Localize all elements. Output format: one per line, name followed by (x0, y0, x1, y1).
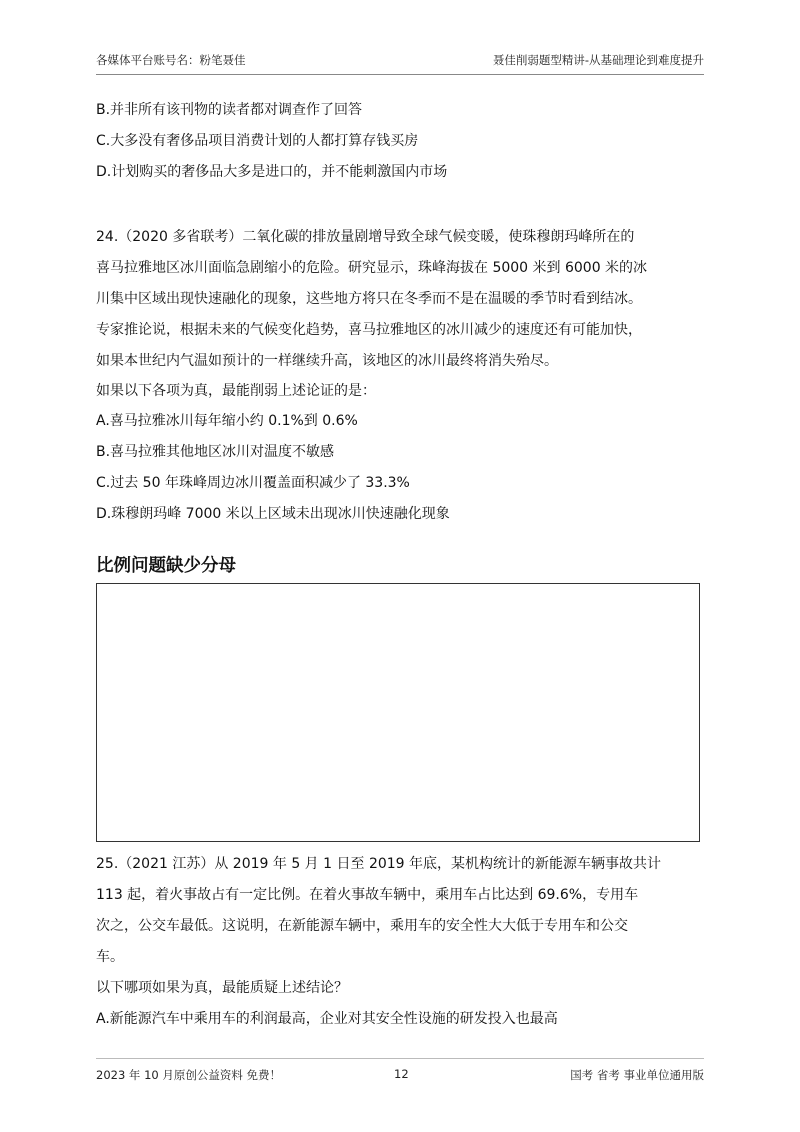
question-25-stem-line: 次之，公交车最低。这说明，在新能源车辆中，乘用车的安全性大大低于专用车和公交 (96, 918, 628, 934)
question-24-stem-line: 专家推论说，根据未来的气候变化趋势，喜马拉雅地区的冰川减少的速度还有可能加快， (96, 322, 642, 338)
question-24-prompt: 如果以下各项为真，最能削弱上述论证的是： (96, 383, 376, 399)
option-d: D.珠穆朗玛峰 7000 米以上区域未出现冰川快速融化现象 (96, 506, 450, 522)
footer-note: 2023 年 10 月原创公益资料 免费！ (96, 1068, 282, 1082)
empty-figure-box (96, 583, 700, 842)
footer-edition: 国考 省考 事业单位通用版 (570, 1068, 704, 1082)
option-c: C.大多没有奢侈品项目消费计划的人都打算存钱买房 (96, 133, 419, 149)
question-24-stem-line: 川集中区域出现快速融化的现象，这些地方将只在冬季而不是在温暖的季节时看到结冰。 (96, 291, 642, 307)
question-24-stem-line: 喜马拉雅地区冰川面临急剧缩小的危险。研究显示，珠峰海拔在 5000 米到 6000 米的冰 (96, 260, 648, 276)
question-24-stem-line: 24.（2020 多省联考）二氧化碳的排放量剧增导致全球气候变暖，使珠穆朗玛峰所在的 (96, 229, 635, 245)
section-heading: 比例问题缺少分母 (96, 556, 236, 576)
question-24-stem-line: 如果本世纪内气温如预计的一样继续升高，该地区的冰川最终将消失殆尽。 (96, 353, 558, 369)
option-b: B.喜马拉雅其他地区冰川对温度不敏感 (96, 444, 335, 460)
header-account-name: 各媒体平台账号名：粉笔聂佳 (96, 53, 246, 67)
question-23-options (96, 95, 708, 188)
question-25-stem-line: 车。 (96, 949, 124, 965)
option-c: C.过去 50 年珠峰周边冰川覆盖面积减少了 33.3% (96, 475, 410, 491)
question-25 (96, 849, 708, 1035)
footer-divider (96, 1058, 704, 1059)
question-25-stem-line: 25.（2021 江苏）从 2019 年 5 月 1 日至 2019 年底，某机构统计的新能源车辆事故共计 (96, 856, 662, 872)
question-25-stem-line: 113 起，着火事故占有一定比例。在着火事故车辆中，乘用车占比达到 69.6%，专用车 (96, 887, 639, 903)
option-a: A.喜马拉雅冰川每年缩小约 0.1%到 0.6% (96, 413, 358, 429)
question-25-prompt: 以下哪项如果为真，最能质疑上述结论？ (96, 980, 348, 996)
option-d: D.计划购买的奢侈品大多是进口的，并不能刺激国内市场 (96, 164, 448, 180)
header-divider (96, 74, 704, 75)
question-24 (96, 222, 708, 530)
option-a: A.新能源汽车中乘用车的利润最高，企业对其安全性设施的研发投入也最高 (96, 1011, 558, 1027)
header-document-title: 聂佳削弱题型精讲-从基础理论到难度提升 (492, 53, 704, 67)
page-number: 12 (394, 1067, 409, 1081)
option-b: B.并非所有该刊物的读者都对调查作了回答 (96, 102, 363, 118)
